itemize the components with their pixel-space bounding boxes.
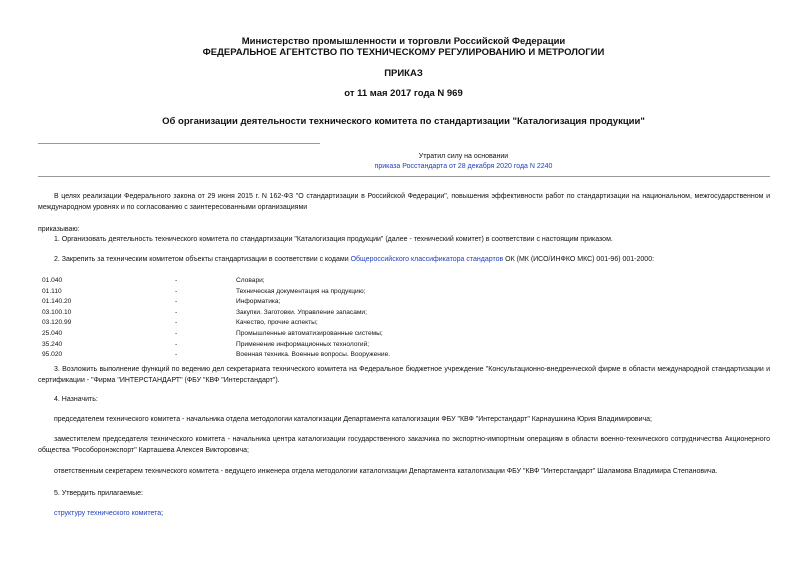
code-dash: - [175,308,178,316]
chair-appointment: председателем технического комитета - начальника отдела методологии каталогизации Департамента каталогизации ФБУ "КВФ "Интерстандарт" Карнаушкина Юрия Владимировича; [54,416,652,423]
divider-long [38,176,770,177]
item-2-suffix: ОК (МК (ИСО/ИНФКО МКС) 001-96) 001-2000: [503,256,655,263]
structure-suffix: ; [161,510,164,517]
code-row [42,298,402,309]
code-dash: - [175,319,178,327]
document-title: Об организации деятельности технического комитета по стандартизации "Каталогизация продукции" [162,116,645,127]
code-value: 35.240 [42,340,63,348]
ministry-title: Министерство промышленности и торговли Российской Федерации [241,36,566,47]
document-type: ПРИКАЗ [384,68,423,79]
code-name: Качество, прочие аспекты; [236,319,318,327]
code-name: Промышленные автоматизированные системы; [236,329,383,337]
intro-paragraph: В целях реализации Федерального закона от 29 июня 2015 г. N 162-ФЗ "О стандартизации в Российской Федерации", повышения эффективности работ по стандартизации на национальном, межгосударственном и международном уровнях и по согласованию с заинтересованными организациями [38,193,770,211]
item-2 [38,254,770,265]
code-dash: - [175,287,178,295]
item-5: 5. Утвердить прилагаемые: [54,490,143,497]
codes-list [42,277,402,362]
code-dash: - [175,277,178,284]
code-name: Применение информационных технологий; [236,340,370,348]
structure-link[interactable]: структуру технического комитета [54,510,162,517]
document-date-number: от 11 мая 2017 года N 969 [344,88,463,99]
agency-title: ФЕДЕРАЛЬНОЕ АГЕНТСТВО ПО ТЕХНИЧЕСКОМУ РЕГУЛИРОВАНИЮ И МЕТРОЛОГИИ [202,47,605,58]
code-name: Закупки. Заготовки. Управление запасами; [236,308,367,316]
code-dash: - [175,351,178,359]
code-row [42,277,402,288]
code-row [42,319,402,330]
order-word: приказываю: [38,226,80,233]
void-notice-link-wrap [0,163,807,170]
code-name: Техническая документация на продукцию; [236,287,366,295]
code-value: 03.100.10 [42,308,72,316]
code-value: 01.140.20 [42,298,72,306]
void-notice-link[interactable]: приказа Росстандарта от 28 декабря 2020 года N 2240 [374,163,553,170]
item-4: 4. Назначить: [54,396,98,403]
code-value: 03.120.99 [42,319,72,327]
code-row [42,330,402,341]
code-dash: - [175,340,178,348]
code-value: 01.110 [42,287,62,295]
secretary-appointment: ответственным секретарем технического комитета - ведущего инженера отдела методологии каталогизации Департамента каталогизации ФБУ "КВФ "Интерстандарт" Шаламова Владимира Степановича. [54,468,718,475]
classifier-link[interactable]: Общероссийского классификатора стандартов [350,256,504,263]
structure-item [38,508,770,519]
void-notice-text: Утратил силу на основании [418,153,509,160]
item-3: 3. Возложить выполнение функций по ведению дел секретариата технического комитета на Федеральное бюджетное учреждение "Консультационно-внедренческой фирме в области международной стандартизации и сертификации - "Фирма "ИНТЕРСТАНДАРТ" (ФБУ "КВФ "Интерстандарт"). [38,366,770,384]
code-value: 95.020 [42,351,63,359]
code-row [42,341,402,352]
code-name: Словари; [236,277,265,284]
code-name: Информатика; [236,298,281,306]
code-row [42,288,402,299]
code-dash: - [175,298,178,306]
item-2-prefix: 2. Закрепить за техническим комитетом объекты стандартизации в соответствии с кодами [54,256,351,263]
code-name: Военная техника. Военные вопросы. Вооружение. [236,351,391,359]
deputy-appointment: заместителем председателя технического комитета - начальника центра каталогизации государственного заказчика по экспортно-импортным операциям в области военно-технического сотрудничества Акционерного общества "Рособоронэкспорт" Карташева Алексея Викторовича; [38,436,770,454]
code-row [42,309,402,320]
code-value: 25.040 [42,329,63,337]
code-dash: - [175,329,178,337]
item-1: 1. Организовать деятельность технического комитета по стандартизации "Каталогизация продукции" (далее - технический комитет) в соответствии с настоящим приказом. [54,236,613,243]
code-value: 01.040 [42,277,63,284]
code-row [42,351,402,362]
divider-short [38,143,320,144]
